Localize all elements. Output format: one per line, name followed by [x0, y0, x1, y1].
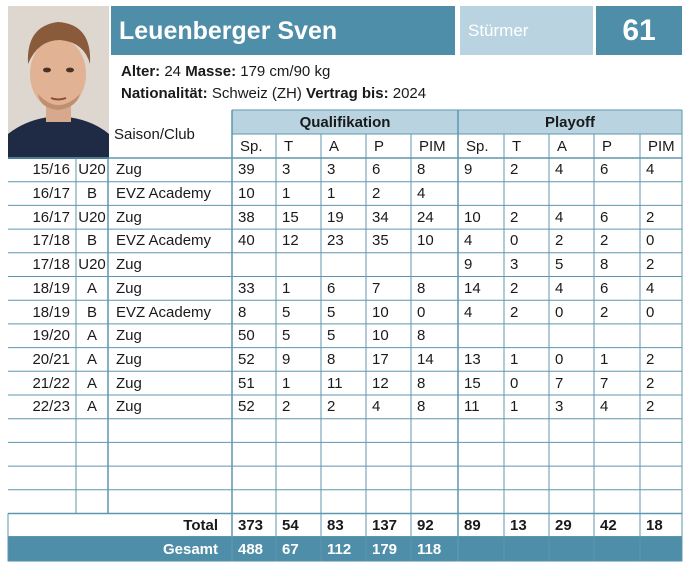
total-playoff-value: 13: [510, 516, 527, 534]
row-playoff-value: 2: [646, 208, 655, 226]
row-playoff-value: 0: [555, 350, 564, 368]
row-season: 16/17: [32, 185, 70, 203]
row-playoff-value: 9: [464, 161, 473, 179]
row-playoff-value: 2: [510, 208, 519, 226]
row-club: Zug: [116, 208, 142, 226]
row-playoff-value: 2: [510, 279, 519, 297]
row-qual-value: 1: [282, 374, 291, 392]
playoff-stat-header: A: [557, 137, 568, 155]
row-playoff-value: 4: [464, 232, 473, 250]
row-qual-value: 2: [372, 185, 381, 203]
row-league: U20: [78, 256, 106, 274]
qual-stat-header: P: [374, 137, 385, 155]
season-club-header: Saison/Club: [114, 125, 195, 143]
gesamt-label: Gesamt: [162, 540, 218, 558]
row-playoff-value: 11: [464, 398, 480, 416]
row-season: 17/18: [32, 232, 70, 250]
row-club: EVZ Academy: [116, 303, 212, 321]
row-qual-value: 10: [372, 303, 389, 321]
row-league: B: [86, 232, 97, 250]
row-qual-value: 2: [327, 398, 336, 416]
total-playoff-value: 42: [600, 516, 617, 534]
row-playoff-value: 2: [600, 303, 609, 321]
row-playoff-value: 2: [510, 161, 519, 179]
row-playoff-value: 2: [646, 398, 655, 416]
row-qual-value: 23: [327, 232, 344, 250]
row-playoff-value: 2: [646, 350, 655, 368]
row-qual-value: 38: [238, 208, 255, 226]
row-league: A: [86, 327, 97, 345]
row-qual-value: 34: [372, 208, 389, 226]
row-playoff-value: 1: [510, 398, 519, 416]
row-qual-value: 33: [238, 279, 255, 297]
row-season: 18/19: [32, 279, 70, 297]
row-season: 17/18: [32, 256, 70, 274]
row-qual-value: 10: [372, 327, 389, 345]
row-playoff-value: 2: [510, 303, 519, 321]
row-qual-value: 6: [327, 279, 336, 297]
row-qual-value: 1: [282, 279, 291, 297]
row-playoff-value: 2: [646, 374, 655, 392]
row-league: A: [86, 279, 97, 297]
row-qual-value: 1: [282, 185, 291, 203]
row-playoff-value: 4: [555, 208, 564, 226]
row-playoff-value: 13: [464, 350, 481, 368]
row-playoff-value: 6: [600, 279, 609, 297]
row-league: U20: [78, 161, 106, 179]
row-qual-value: 17: [372, 350, 389, 368]
row-qual-value: 1: [327, 185, 336, 203]
row-season: 18/19: [32, 303, 70, 321]
row-qual-value: 35: [372, 232, 389, 250]
row-qual-value: 5: [282, 303, 291, 321]
total-playoff-value: 18: [646, 516, 663, 534]
row-playoff-value: 2: [646, 256, 655, 274]
total-qual-value: 83: [327, 516, 344, 534]
total-qual-value: 92: [417, 516, 434, 534]
row-playoff-value: 4: [555, 279, 564, 297]
row-qual-value: 12: [372, 374, 389, 392]
row-club: EVZ Academy: [116, 185, 212, 203]
qualifikation-header: Qualifikation: [299, 113, 391, 131]
row-playoff-value: 10: [464, 208, 481, 226]
row-qual-value: 12: [282, 232, 299, 250]
player-name: Leuenberger Sven: [119, 17, 338, 45]
row-qual-value: 8: [417, 398, 426, 416]
row-qual-value: 4: [372, 398, 381, 416]
gesamt-value: 112: [327, 540, 352, 558]
row-qual-value: 10: [417, 232, 434, 250]
row-qual-value: 2: [282, 398, 291, 416]
playoff-stat-header: PIM: [648, 137, 675, 155]
nationality-value: Schweiz (ZH): [211, 85, 302, 102]
qual-stat-header: A: [329, 137, 340, 155]
row-qual-value: 3: [282, 161, 291, 179]
row-playoff-value: 15: [464, 374, 481, 392]
row-qual-value: 52: [238, 350, 255, 368]
playoff-stat-header: Sp.: [466, 137, 489, 155]
total-qual-value: 54: [282, 516, 299, 534]
row-playoff-value: 4: [555, 161, 564, 179]
row-club: Zug: [116, 398, 142, 416]
row-qual-value: 8: [417, 374, 426, 392]
gesamt-value: 67: [282, 540, 299, 558]
row-season: 16/17: [32, 208, 70, 226]
row-club: Zug: [116, 279, 142, 297]
row-club: EVZ Academy: [116, 232, 212, 250]
row-league: A: [86, 398, 97, 416]
row-qual-value: 5: [327, 303, 336, 321]
row-playoff-value: 3: [510, 256, 519, 274]
row-qual-value: 40: [238, 232, 255, 250]
row-qual-value: 24: [417, 208, 434, 226]
row-qual-value: 8: [417, 327, 426, 345]
total-label: Total: [183, 516, 218, 534]
row-season: 19/20: [32, 327, 70, 345]
row-playoff-value: 6: [600, 161, 609, 179]
total-qual-value: 373: [238, 516, 264, 534]
row-qual-value: 39: [238, 161, 255, 179]
qual-stat-header: PIM: [419, 137, 446, 155]
row-club: Zug: [116, 327, 142, 345]
row-qual-value: 50: [238, 327, 255, 345]
row-qual-value: 8: [238, 303, 247, 321]
row-club: Zug: [116, 161, 142, 179]
row-qual-value: 0: [417, 303, 426, 321]
age-value: 24: [164, 63, 182, 80]
age-label: Alter:: [121, 63, 161, 80]
row-qual-value: 3: [327, 161, 336, 179]
row-qual-value: 15: [282, 208, 299, 226]
row-playoff-value: 4: [646, 161, 655, 179]
total-playoff-value: 29: [555, 516, 572, 534]
row-playoff-value: 1: [510, 350, 519, 368]
nationality-label: Nationalität:: [121, 85, 208, 102]
row-playoff-value: 6: [600, 208, 609, 226]
row-playoff-value: 4: [646, 279, 655, 297]
row-playoff-value: 8: [600, 256, 609, 274]
row-qual-value: 14: [417, 350, 434, 368]
row-qual-value: 8: [417, 161, 426, 179]
row-playoff-value: 0: [510, 374, 519, 392]
row-playoff-value: 4: [600, 398, 609, 416]
row-playoff-value: 5: [555, 256, 564, 274]
playoff-stat-header: P: [602, 137, 613, 155]
row-league: A: [86, 374, 97, 392]
row-playoff-value: 14: [464, 279, 481, 297]
row-season: 15/16: [32, 161, 70, 179]
row-qual-value: 11: [327, 374, 343, 392]
size-label: Masse:: [185, 63, 237, 80]
row-qual-value: 52: [238, 398, 255, 416]
row-playoff-value: 0: [510, 232, 519, 250]
row-playoff-value: 0: [646, 232, 655, 250]
row-qual-value: 8: [327, 350, 336, 368]
row-qual-value: 8: [417, 279, 426, 297]
row-season: 20/21: [32, 350, 70, 368]
row-qual-value: 5: [282, 327, 291, 345]
row-playoff-value: 0: [555, 303, 564, 321]
contract-label: Vertrag bis:: [306, 85, 389, 102]
contract-value: 2024: [392, 85, 427, 102]
row-playoff-value: 7: [600, 374, 609, 392]
row-season: 22/23: [32, 398, 70, 416]
row-league: U20: [78, 208, 106, 226]
row-club: Zug: [116, 350, 142, 368]
row-playoff-value: 7: [555, 374, 564, 392]
row-league: B: [86, 185, 97, 203]
qual-stat-header: Sp.: [240, 137, 263, 155]
player-number: 61: [622, 14, 656, 47]
row-playoff-value: 9: [464, 256, 473, 274]
total-playoff-value: 89: [464, 516, 481, 534]
size-value: 179 cm/90 kg: [240, 63, 331, 80]
qual-stat-header: T: [284, 137, 294, 155]
row-playoff-value: 2: [600, 232, 609, 250]
row-club: Zug: [116, 374, 142, 392]
row-league: B: [86, 303, 97, 321]
gesamt-value: 488: [238, 540, 264, 558]
gesamt-value: 179: [372, 540, 398, 558]
row-season: 21/22: [32, 374, 70, 392]
row-qual-value: 51: [238, 374, 255, 392]
row-qual-value: 7: [372, 279, 381, 297]
row-playoff-value: 1: [600, 350, 609, 368]
total-qual-value: 137: [372, 516, 398, 534]
row-qual-value: 6: [372, 161, 381, 179]
row-qual-value: 10: [238, 185, 255, 203]
row-club: Zug: [116, 256, 142, 274]
row-qual-value: 19: [327, 208, 344, 226]
row-playoff-value: 0: [646, 303, 655, 321]
playoff-stat-header: T: [512, 137, 522, 155]
gesamt-value: 118: [417, 540, 442, 558]
player-position: Stürmer: [468, 21, 529, 40]
row-qual-value: 5: [327, 327, 336, 345]
row-playoff-value: 3: [555, 398, 564, 416]
playoff-header: Playoff: [544, 113, 595, 131]
row-qual-value: 9: [282, 350, 291, 368]
row-playoff-value: 2: [555, 232, 564, 250]
row-league: A: [86, 350, 97, 368]
row-playoff-value: 4: [464, 303, 473, 321]
row-qual-value: 4: [417, 185, 426, 203]
